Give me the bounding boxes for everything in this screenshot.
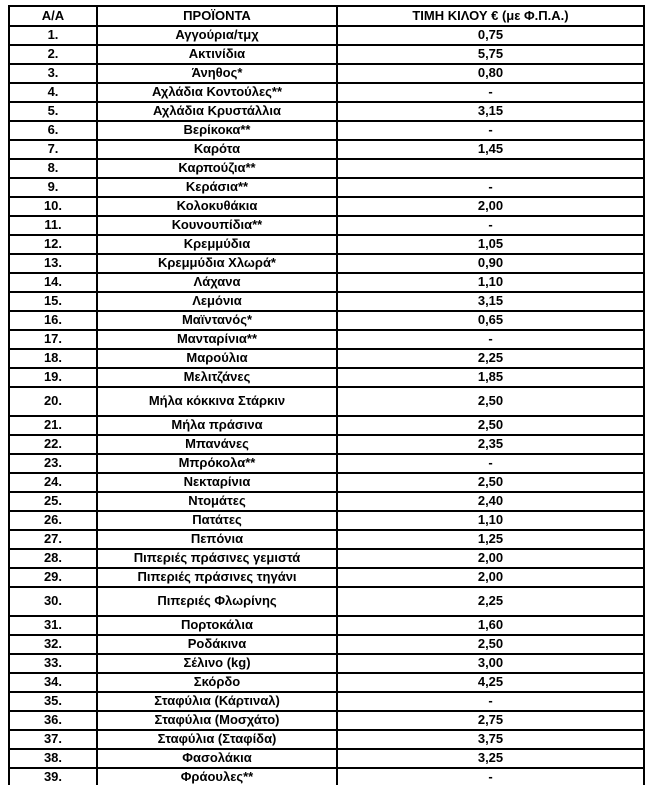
cell-num: 11. xyxy=(9,216,97,235)
cell-product: Αγγούρια/τμχ xyxy=(97,26,337,45)
table-row xyxy=(9,749,644,768)
cell-product: Ντομάτες xyxy=(97,492,337,511)
cell-product: Ακτινίδια xyxy=(97,45,337,64)
cell-num: 37. xyxy=(9,730,97,749)
cell-price: - xyxy=(337,216,644,235)
cell-price xyxy=(337,159,644,178)
cell-product: Μήλα κόκκινα Στάρκιν xyxy=(97,387,337,416)
cell-num: 22. xyxy=(9,435,97,454)
cell-num: 27. xyxy=(9,530,97,549)
cell-price: 1,10 xyxy=(337,273,644,292)
table-row xyxy=(9,730,644,749)
table-row xyxy=(9,64,644,83)
cell-num: 16. xyxy=(9,311,97,330)
cell-product: Πορτοκάλια xyxy=(97,616,337,635)
cell-price: 3,00 xyxy=(337,654,644,673)
cell-price: 1,05 xyxy=(337,235,644,254)
cell-num: 29. xyxy=(9,568,97,587)
cell-product: Κρεμμύδια xyxy=(97,235,337,254)
table-row xyxy=(9,473,644,492)
cell-num: 15. xyxy=(9,292,97,311)
cell-product: Μελιτζάνες xyxy=(97,368,337,387)
cell-price: - xyxy=(337,454,644,473)
cell-num: 39. xyxy=(9,768,97,785)
cell-num: 32. xyxy=(9,635,97,654)
table-row xyxy=(9,45,644,64)
cell-num: 18. xyxy=(9,349,97,368)
cell-product: Βερίκοκα** xyxy=(97,121,337,140)
table-row xyxy=(9,102,644,121)
table-row xyxy=(9,216,644,235)
table-row xyxy=(9,26,644,45)
table-row xyxy=(9,435,644,454)
cell-product: Σταφύλια (Σταφίδα) xyxy=(97,730,337,749)
cell-num: 34. xyxy=(9,673,97,692)
column-header-price: ΤΙΜΗ ΚΙΛΟΥ € (με Φ.Π.Α.) xyxy=(337,6,644,26)
cell-price: 3,15 xyxy=(337,292,644,311)
cell-price: 0,75 xyxy=(337,26,644,45)
cell-price: 2,25 xyxy=(337,349,644,368)
cell-num: 13. xyxy=(9,254,97,273)
cell-num: 8. xyxy=(9,159,97,178)
table-row xyxy=(9,273,644,292)
cell-product: Κεράσια** xyxy=(97,178,337,197)
cell-price: 1,25 xyxy=(337,530,644,549)
cell-price: - xyxy=(337,768,644,785)
cell-num: 21. xyxy=(9,416,97,435)
cell-num: 26. xyxy=(9,511,97,530)
cell-product: Σκόρδο xyxy=(97,673,337,692)
cell-price: 2,50 xyxy=(337,416,644,435)
cell-product: Πατάτες xyxy=(97,511,337,530)
cell-product: Καρπούζια** xyxy=(97,159,337,178)
cell-price: 2,50 xyxy=(337,635,644,654)
table-row xyxy=(9,587,644,616)
cell-num: 2. xyxy=(9,45,97,64)
cell-num: 25. xyxy=(9,492,97,511)
table-row xyxy=(9,311,644,330)
cell-product: Αχλάδια Κρυστάλλια xyxy=(97,102,337,121)
cell-num: 35. xyxy=(9,692,97,711)
cell-product: Κουνουπίδια** xyxy=(97,216,337,235)
cell-price: 2,75 xyxy=(337,711,644,730)
cell-product: Πιπεριές Φλωρίνης xyxy=(97,587,337,616)
table-row xyxy=(9,492,644,511)
cell-price: - xyxy=(337,121,644,140)
column-header-num: Α/Α xyxy=(9,6,97,26)
table-row xyxy=(9,197,644,216)
cell-product: Κρεμμύδια Χλωρά* xyxy=(97,254,337,273)
cell-num: 5. xyxy=(9,102,97,121)
cell-num: 10. xyxy=(9,197,97,216)
cell-price: 2,00 xyxy=(337,549,644,568)
cell-num: 19. xyxy=(9,368,97,387)
table-row xyxy=(9,330,644,349)
cell-num: 33. xyxy=(9,654,97,673)
cell-num: 4. xyxy=(9,83,97,102)
cell-product: Μαϊντανός* xyxy=(97,311,337,330)
table-row xyxy=(9,635,644,654)
cell-num: 23. xyxy=(9,454,97,473)
table-row xyxy=(9,454,644,473)
cell-product: Σταφύλια (Κάρτιναλ) xyxy=(97,692,337,711)
cell-price: 3,25 xyxy=(337,749,644,768)
table-row xyxy=(9,349,644,368)
cell-product: Μπρόκολα** xyxy=(97,454,337,473)
cell-price: 1,85 xyxy=(337,368,644,387)
table-row xyxy=(9,654,644,673)
cell-num: 6. xyxy=(9,121,97,140)
price-table xyxy=(8,5,645,785)
cell-product: Μπανάνες xyxy=(97,435,337,454)
table-row xyxy=(9,235,644,254)
cell-num: 30. xyxy=(9,587,97,616)
cell-num: 14. xyxy=(9,273,97,292)
cell-price: - xyxy=(337,692,644,711)
cell-price: 3,75 xyxy=(337,730,644,749)
table-row xyxy=(9,568,644,587)
cell-product: Πιπεριές πράσινες γεμιστά xyxy=(97,549,337,568)
table-row xyxy=(9,673,644,692)
cell-price: 2,40 xyxy=(337,492,644,511)
cell-price: 1,60 xyxy=(337,616,644,635)
cell-product: Μήλα πράσινα xyxy=(97,416,337,435)
table-row xyxy=(9,549,644,568)
cell-product: Μανταρίνια** xyxy=(97,330,337,349)
cell-price: 2,35 xyxy=(337,435,644,454)
cell-product: Λεμόνια xyxy=(97,292,337,311)
cell-product: Ροδάκινα xyxy=(97,635,337,654)
cell-product: Κολοκυθάκια xyxy=(97,197,337,216)
cell-product: Φασολάκια xyxy=(97,749,337,768)
table-row xyxy=(9,768,644,785)
cell-price: 2,50 xyxy=(337,387,644,416)
table-row xyxy=(9,711,644,730)
cell-num: 28. xyxy=(9,549,97,568)
cell-product: Λάχανα xyxy=(97,273,337,292)
table-row xyxy=(9,387,644,416)
cell-num: 1. xyxy=(9,26,97,45)
cell-product: Σέλινο (kg) xyxy=(97,654,337,673)
cell-product: Αχλάδια Κοντούλες** xyxy=(97,83,337,102)
cell-num: 9. xyxy=(9,178,97,197)
cell-product: Καρότα xyxy=(97,140,337,159)
table-row xyxy=(9,416,644,435)
table-row xyxy=(9,292,644,311)
cell-product: Πιπεριές πράσινες τηγάνι xyxy=(97,568,337,587)
cell-num: 3. xyxy=(9,64,97,83)
table-row xyxy=(9,254,644,273)
table-row xyxy=(9,140,644,159)
cell-num: 24. xyxy=(9,473,97,492)
cell-price: 0,80 xyxy=(337,64,644,83)
cell-num: 38. xyxy=(9,749,97,768)
table-row xyxy=(9,121,644,140)
cell-num: 36. xyxy=(9,711,97,730)
header-row xyxy=(9,6,644,26)
cell-product: Σταφύλια (Μοσχάτο) xyxy=(97,711,337,730)
table-row xyxy=(9,178,644,197)
table-row xyxy=(9,692,644,711)
cell-price: 5,75 xyxy=(337,45,644,64)
table-row xyxy=(9,368,644,387)
cell-price: 2,00 xyxy=(337,568,644,587)
cell-price: 3,15 xyxy=(337,102,644,121)
cell-product: Άνηθος* xyxy=(97,64,337,83)
cell-num: 12. xyxy=(9,235,97,254)
cell-price: - xyxy=(337,178,644,197)
table-row xyxy=(9,159,644,178)
cell-num: 17. xyxy=(9,330,97,349)
cell-price: - xyxy=(337,330,644,349)
cell-product: Νεκταρίνια xyxy=(97,473,337,492)
table-body xyxy=(9,26,644,785)
cell-price: 2,50 xyxy=(337,473,644,492)
cell-price: 0,65 xyxy=(337,311,644,330)
cell-product: Φράουλες** xyxy=(97,768,337,785)
table-row xyxy=(9,83,644,102)
table-row xyxy=(9,616,644,635)
cell-price: 4,25 xyxy=(337,673,644,692)
cell-price: 0,90 xyxy=(337,254,644,273)
cell-price: 2,25 xyxy=(337,587,644,616)
cell-price: - xyxy=(337,83,644,102)
cell-product: Μαρούλια xyxy=(97,349,337,368)
cell-num: 20. xyxy=(9,387,97,416)
cell-price: 2,00 xyxy=(337,197,644,216)
column-header-product: ΠΡΟΪΟΝΤΑ xyxy=(97,6,337,26)
cell-num: 31. xyxy=(9,616,97,635)
cell-product: Πεπόνια xyxy=(97,530,337,549)
cell-num: 7. xyxy=(9,140,97,159)
cell-price: 1,45 xyxy=(337,140,644,159)
table-row xyxy=(9,530,644,549)
table-row xyxy=(9,511,644,530)
cell-price: 1,10 xyxy=(337,511,644,530)
